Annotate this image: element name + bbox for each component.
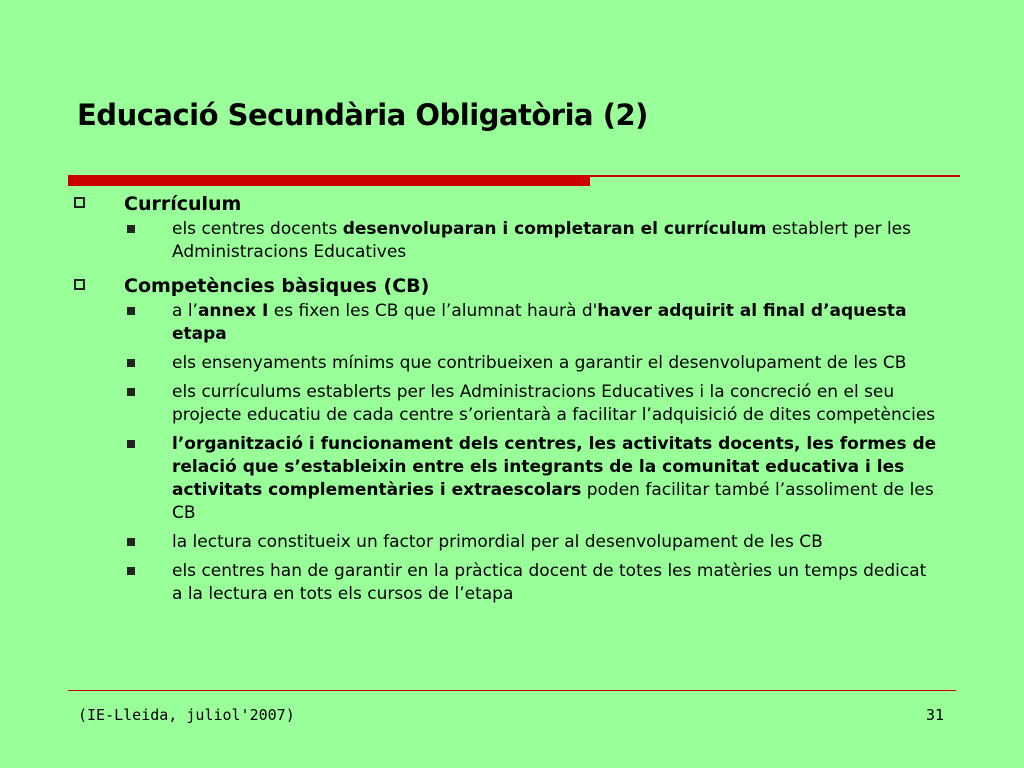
list-item xyxy=(70,531,950,554)
body-text: es fixen les CB que l’alumnat haurà d' xyxy=(268,301,598,321)
body-text: els ensenyaments mínims que contribueixen a garantir el desenvolupament de les CB xyxy=(172,353,907,373)
list-item xyxy=(70,218,950,264)
bullet-content xyxy=(70,192,950,612)
section-heading xyxy=(70,274,950,298)
emphasis-text: desenvoluparan i completaran el currículum xyxy=(342,219,767,239)
body-text: els centres han de garantir en la pràctica docent de totes les matèries un temps dedicat a la lectura en tots els cursos de l’etapa xyxy=(172,561,927,604)
section-heading xyxy=(70,192,950,216)
filled-square-bullet-icon xyxy=(127,440,135,448)
filled-square-bullet-icon xyxy=(127,538,135,546)
filled-square-bullet-icon xyxy=(127,359,135,367)
body-text: establert per les Administracions Educatives xyxy=(172,219,912,262)
section-heading-text: Currículum xyxy=(124,193,242,215)
title-underline-thin xyxy=(590,175,960,177)
emphasis-text: haver adquirit al final d’aquesta etapa xyxy=(172,301,907,344)
filled-square-bullet-icon xyxy=(127,567,135,575)
emphasis-text: l’organització i funcionament dels centres, les activitats docents, les formes de relació que s’estableixin entre els integrants de la comunitat educativa i les activitats complementàries i extraescolars xyxy=(172,434,937,500)
emphasis-text: annex I xyxy=(197,301,269,321)
list-item xyxy=(70,300,950,346)
title-underline-thick xyxy=(68,175,590,186)
filled-square-bullet-icon xyxy=(127,225,135,233)
footer-divider xyxy=(68,690,956,691)
slide-title: Educació Secundària Obligatòria (2) xyxy=(77,98,648,132)
filled-square-bullet-icon xyxy=(127,307,135,315)
list-item xyxy=(70,352,950,375)
list-item xyxy=(70,381,950,427)
body-text: a l’ xyxy=(172,301,198,321)
filled-square-bullet-icon xyxy=(127,388,135,396)
body-text: els centres docents xyxy=(172,219,343,239)
body-text: els currículums establerts per les Administracions Educatives i la concreció en el seu projecte educatiu de cada centre s’orientarà a facilitar l’adquisició de dites competències xyxy=(172,382,936,425)
body-text: poden facilitar també l’assoliment de les CB xyxy=(172,480,934,523)
section-heading-text: Competències bàsiques (CB) xyxy=(124,275,430,297)
list-item xyxy=(70,433,950,525)
hollow-square-icon xyxy=(74,279,85,290)
body-text: la lectura constitueix un factor primordial per al desenvolupament de les CB xyxy=(172,532,823,552)
page-number: 31 xyxy=(925,706,944,724)
list-item xyxy=(70,560,950,606)
hollow-square-icon xyxy=(74,197,85,208)
footer-source: (IE-Lleida, juliol'2007) xyxy=(78,706,295,724)
